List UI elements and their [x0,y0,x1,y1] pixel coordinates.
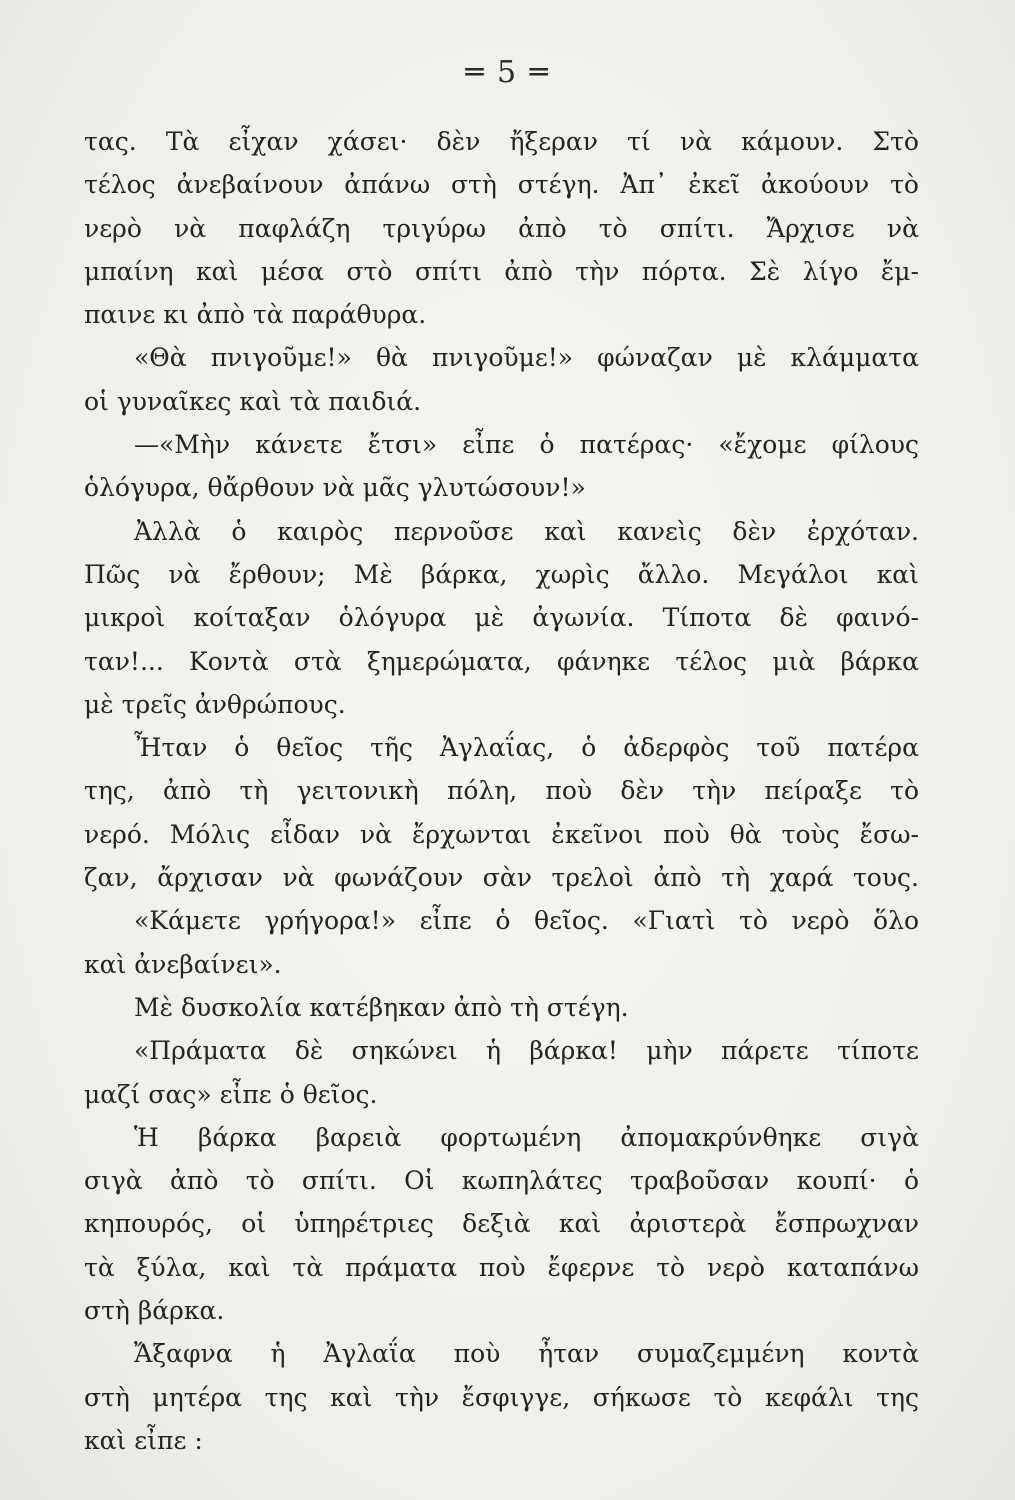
text-line: τέλος ἀνεβαίνουν ἀπάνω στὴ στέγη. Ἀπ᾽ ἐκεῖ ἀκούουν τὸ [84,170,919,200]
text-line: της, ἀπὸ τὴ γειτονικὴ πόλη, ποὺ δὲν τὴν πείραξε τὸ [84,776,919,806]
text-line: «Πράματα δὲ σηκώνει ἡ βάρκα! μὴν πάρετε τίποτε [134,1036,919,1066]
text-line: «Κάμετε γρήγορα!» εἶπε ὁ θεῖος. «Γιατὶ τὸ νερὸ ὅλο [134,906,919,936]
text-line: ταν!... Κοντὰ στὰ ξημερώματα, φάνηκε τέλος μιὰ βάρκα [84,646,919,676]
text-line: τας. Τὰ εἶχαν χάσει· δὲν ἤξεραν τί νὰ κάμουν. Στὸ [84,127,919,156]
text-line: παινε κι ἀπὸ τὰ παράθυρα. [84,300,427,330]
text-line: καὶ ἀνεβαίνει». [84,949,282,979]
text-line: Μὲ δυσκολία κατέβηκαν ἀπὸ τὴ στέγη. [134,992,629,1022]
page-number: ═ 5 ═ [465,55,550,90]
text-line: μαζί σας» εἶπε ὁ θεῖος. [84,1079,378,1109]
text-line: «Θὰ πνιγοῦμε!» θὰ πνιγοῦμε!» φώναζαν μὲ κλάμματα [134,343,919,373]
text-line: —«Μὴν κάνετε ἔτσι» εἶπε ὁ πατέρας· «ἔχομε φίλους [134,430,919,460]
text-line: Ἦταν ὁ θεῖος τῆς Ἀγλαΐας, ὁ ἀδερφὸς τοῦ πατέρα [134,733,919,763]
text-line: μπαίνη καὶ μέσα στὸ σπίτι ἀπὸ τὴν πόρτα. Σὲ λίγο ἔμ- [84,256,919,286]
text-line: σιγὰ ἀπὸ τὸ σπίτι. Οἱ κωπηλάτες τραβοῦσαν κουπί· ὁ [84,1166,919,1196]
text-line: τὰ ξύλα, καὶ τὰ πράματα ποὺ ἔφερνε τὸ νερὸ καταπάνω [84,1252,919,1282]
text-line: Πῶς νὰ ἔρθουν; Μὲ βάρκα, χωρὶς ἄλλο. Μεγάλοι καὶ [84,559,919,589]
text-line: Ἡ βάρκα βαρειὰ φορτωμένη ἀπομακρύνθηκε σιγὰ [134,1122,919,1152]
text-line: νερὸ νὰ παφλάζη τριγύρω ἀπὸ τὸ σπίτι. Ἄρχισε νὰ [84,213,919,243]
text-line: στὴ βάρκα. [84,1296,225,1326]
text-line: μικροὶ κοίταξαν ὁλόγυρα μὲ ἀγωνία. Τίποτα δὲ φαινό- [84,603,919,633]
text-line: στὴ μητέρα της καὶ τὴν ἔσφιγγε, σήκωσε τὸ κεφάλι της [84,1382,919,1412]
text-line: ὁλόγυρα, θἄρθουν νὰ μᾶς γλυτώσουν!» [84,473,586,503]
text-line: μὲ τρεῖς ἀνθρώπους. [84,689,346,719]
text-line: κηπουρός, οἱ ὑπηρέτριες δεξιὰ καὶ ἀριστερὰ ἔσπρωχναν [84,1209,919,1239]
body-text [84,120,919,1462]
text-line: νερό. Μόλις εἶδαν νὰ ἔρχωνται ἐκεῖνοι ποὺ θὰ τοὺς ἔσω- [84,819,919,849]
text-line: ζαν, ἄρχισαν νὰ φωνάζουν σὰν τρελοὶ ἀπὸ τὴ χαρά τους. [84,863,919,893]
text-line: οἱ γυναῖκες καὶ τὰ παιδιά. [84,386,422,416]
text-line: Ἀλλὰ ὁ καιρὸς περνοῦσε καὶ κανεὶς δὲν ἐρχόταν. [134,516,919,546]
text-line: καὶ εἶπε : [84,1425,203,1455]
text-line: Ἄξαφνα ἡ Ἀγλαΐα ποὺ ἦταν συμαζεμμένη κοντὰ [134,1339,919,1369]
